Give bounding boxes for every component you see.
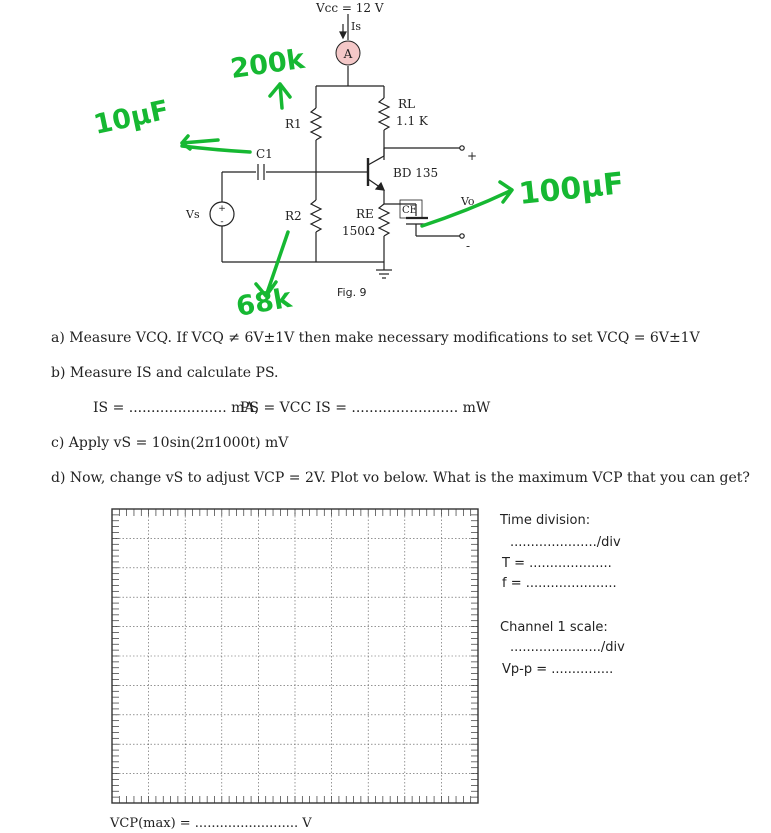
vo-plus: + bbox=[467, 149, 478, 163]
r1-handwritten-value: 200k bbox=[228, 43, 307, 85]
channel-scale-label: Channel 1 scale: bbox=[500, 620, 608, 635]
time-division-label: Time division: bbox=[500, 513, 591, 528]
svg-text:+: + bbox=[218, 204, 226, 214]
rl-value: 1.1 K bbox=[396, 114, 428, 128]
ps-blank: PS = VCC IS = ........................ mW bbox=[240, 400, 491, 416]
channel-scale-blank: ....................../div bbox=[510, 640, 625, 655]
grid-border bbox=[112, 509, 478, 803]
question-b: b) Measure IS and calculate PS. bbox=[51, 365, 279, 381]
vs-label: Vs bbox=[186, 208, 200, 221]
r1-label: R1 bbox=[285, 117, 302, 131]
r2-label: R2 bbox=[285, 209, 302, 223]
time-division-blank: ...................../div bbox=[510, 535, 621, 550]
c1-label: C1 bbox=[256, 147, 273, 161]
question-d: d) Now, change vS to adjust VCP = 2V. Plot vo below. What is the maximum VCP that you can get? bbox=[51, 470, 750, 486]
ammeter-label: A bbox=[343, 47, 353, 61]
question-a: a) Measure VCQ. If VCQ ≠ 6V±1V then make necessary modifications to set VCQ = 6V±1V bbox=[51, 330, 700, 346]
question-c: c) Apply vS = 10sin(2π1000t) mV bbox=[51, 435, 289, 451]
figure-caption: Fig. 9 bbox=[337, 286, 367, 299]
ce-label: CE bbox=[402, 205, 417, 216]
vcp-max-blank: VCP(max) = ......................... V bbox=[110, 816, 312, 831]
svg-text:-: - bbox=[220, 217, 224, 227]
re-label: RE bbox=[356, 207, 374, 221]
vo-label: Vo bbox=[461, 195, 475, 208]
c1-handwritten-value: 10µF bbox=[91, 94, 172, 141]
ce-handwritten-value: 100µF bbox=[517, 166, 626, 212]
vo-minus: - bbox=[466, 239, 471, 253]
oscilloscope-grid bbox=[112, 509, 478, 803]
vpp-blank: Vp-p = ............... bbox=[502, 662, 614, 677]
is-blank: IS = ...................... mA, bbox=[93, 400, 259, 416]
is-label: Is bbox=[351, 20, 361, 33]
re-value: 150Ω bbox=[342, 224, 375, 238]
period-blank: T = .................... bbox=[502, 556, 612, 571]
transistor-label: BD 135 bbox=[393, 166, 439, 180]
vcc-label: Vcc = 12 V bbox=[316, 1, 384, 15]
r2-handwritten-value: 68k bbox=[233, 282, 294, 323]
circuit-diagram bbox=[0, 0, 771, 330]
frequency-blank: f = ...................... bbox=[502, 576, 617, 591]
rl-label: RL bbox=[398, 97, 416, 111]
